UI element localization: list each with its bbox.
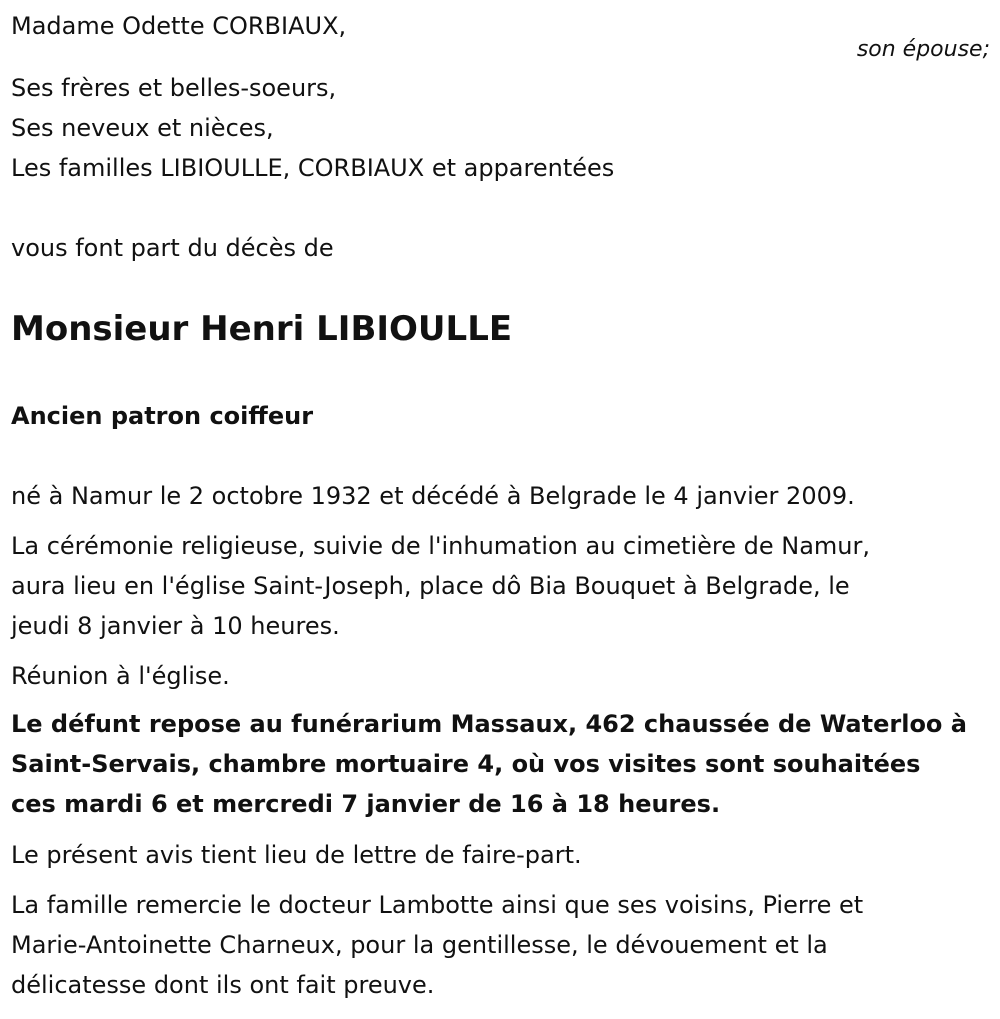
birth-death-info: né à Namur le 2 octobre 1932 et décédé à Belgrade le 4 janvier 2009. [11, 482, 855, 510]
relatives-families: Les familles LIBIOULLE, CORBIAUX et apparentées [11, 154, 615, 182]
ceremony-line: jeudi 8 janvier à 10 heures. [11, 612, 340, 640]
visitation-line: Le défunt repose au funérarium Massaux, 462 chaussée de Waterloo à [11, 710, 967, 738]
deceased-occupation: Ancien patron coiffeur [11, 402, 314, 430]
deceased-name: Monsieur Henri LIBIOULLE [11, 309, 513, 349]
notice-text: Le présent avis tient lieu de lettre de faire-part. [11, 841, 582, 869]
ceremony-line: aura lieu en l'église Saint-Joseph, place dô Bia Bouquet à Belgrade, le [11, 572, 850, 600]
ceremony-paragraph [11, 526, 870, 646]
visitation-line: ces mardi 6 et mercredi 7 janvier de 16 à 18 heures. [11, 790, 721, 818]
meeting-info: Réunion à l'église. [11, 662, 230, 690]
relatives-nephews: Ses neveux et nièces, [11, 114, 274, 142]
widow-name: Madame Odette CORBIAUX, [11, 12, 347, 40]
thanks-line: délicatesse dont ils ont fait preuve. [11, 971, 435, 999]
visitation-paragraph [11, 704, 967, 824]
thanks-line: Marie-Antoinette Charneux, pour la gentillesse, le dévouement et la [11, 931, 828, 959]
thanks-paragraph [11, 885, 863, 1005]
announcement-text: vous font part du décès de [11, 234, 334, 262]
widow-relation: son épouse; [856, 37, 990, 62]
ceremony-line: La cérémonie religieuse, suivie de l'inhumation au cimetière de Namur, [11, 532, 870, 560]
relatives-siblings: Ses frères et belles-soeurs, [11, 74, 337, 102]
thanks-line: La famille remercie le docteur Lambotte ainsi que ses voisins, Pierre et [11, 891, 864, 919]
visitation-line: Saint-Servais, chambre mortuaire 4, où vos visites sont souhaitées [11, 750, 921, 778]
